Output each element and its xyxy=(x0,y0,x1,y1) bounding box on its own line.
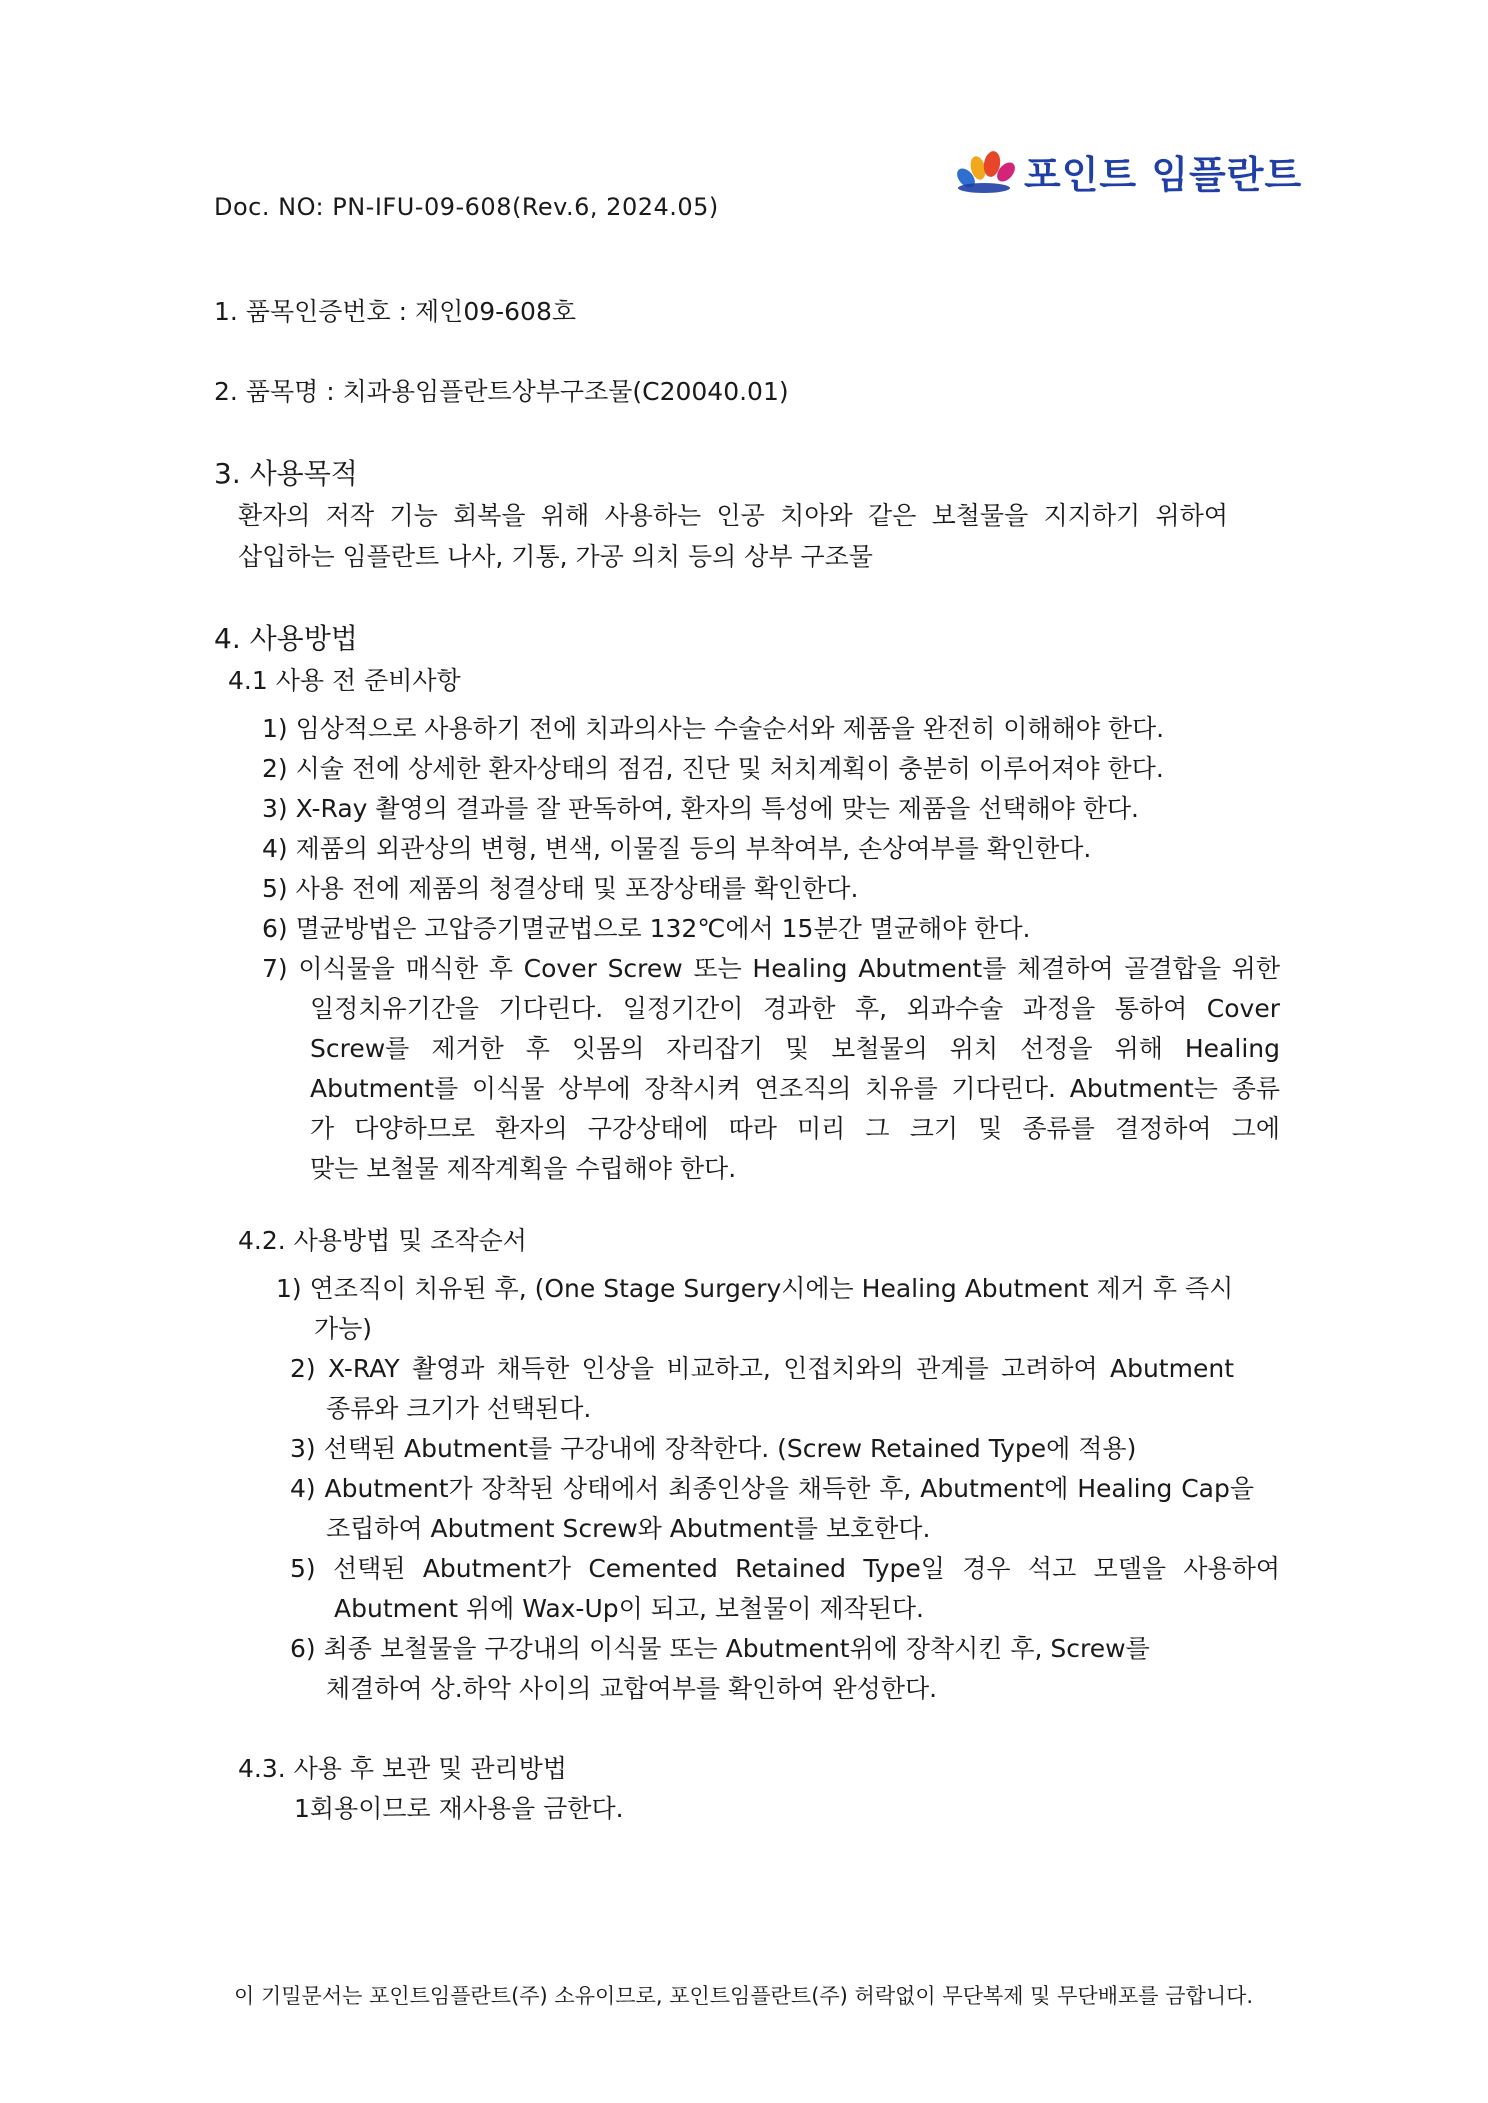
document-number: Doc. NO: PN-IFU-09-608(Rev.6, 2024.05) xyxy=(214,193,719,221)
prep-item: 3) X-Ray 촬영의 결과를 잘 판독하여, 환자의 특성에 맞는 제품을 선택해야 한다. xyxy=(262,794,1140,823)
procedure-line: 6) 최종 보철물을 구강내의 이식물 또는 Abutment위에 장착시킨 후, Screw를 xyxy=(290,1634,1150,1663)
section-4-2-heading: 4.2. 사용방법 및 조작순서 xyxy=(238,1226,527,1255)
prep-item-7-line: 가 다양하므로 환자의 구강상태에 따라 미리 그 크기 및 종류를 결정하여 그에 xyxy=(310,1114,1280,1143)
company-logo xyxy=(952,140,1303,200)
prep-item: 5) 사용 전에 제품의 청결상태 및 포장상태를 확인한다. xyxy=(262,874,859,903)
prep-item-7-line: 맞는 보철물 제작계획을 수립해야 한다. xyxy=(310,1154,737,1183)
prep-item-7-line: 일정치유기간을 기다린다. 일정기간이 경과한 후, 외과수술 과정을 통하여 Cover xyxy=(310,994,1280,1023)
prep-item: 2) 시술 전에 상세한 환자상태의 점검, 진단 및 처치계획이 충분히 이루어져야 한다. xyxy=(262,754,1164,783)
procedure-line: 조립하여 Abutment Screw와 Abutment를 보호한다. xyxy=(326,1514,931,1543)
prep-item-7-line: 7) 이식물을 매식한 후 Cover Screw 또는 Healing Abutment를 체결하여 골결합을 위한 xyxy=(262,954,1280,983)
section-4-heading: 4. 사용방법 xyxy=(214,622,358,655)
section-4-1-heading: 4.1 사용 전 준비사항 xyxy=(228,666,461,695)
procedure-line: 4) Abutment가 장착된 상태에서 최종인상을 채득한 후, Abutment에 Healing Cap을 xyxy=(290,1474,1254,1503)
logo-petals-icon xyxy=(952,140,1022,200)
certification-number: 1. 품목인증번호 : 제인09-608호 xyxy=(214,297,577,326)
procedure-line: 2) X-RAY 촬영과 채득한 인상을 비교하고, 인접치와의 관계를 고려하여 Abutment xyxy=(290,1354,1234,1383)
section-4-3-heading: 4.3. 사용 후 보관 및 관리방법 xyxy=(238,1754,567,1783)
section-3-heading: 3. 사용목적 xyxy=(214,457,358,490)
product-name: 2. 품목명 : 치과용임플란트상부구조물(C20040.01) xyxy=(214,377,789,406)
section-3-line: 삽입하는 임플란트 나사, 기통, 가공 의치 등의 상부 구조물 xyxy=(238,542,873,571)
procedure-line: 1) 연조직이 치유된 후, (One Stage Surgery시에는 Healing Abutment 제거 후 즉시 xyxy=(276,1274,1234,1303)
storage-line: 1회용이므로 재사용을 금한다. xyxy=(294,1794,624,1823)
procedure-line: 5) 선택된 Abutment가 Cemented Retained Type일 경우 석고 모델을 사용하여 xyxy=(290,1554,1280,1583)
prep-item-7-line: Screw를 제거한 후 잇몸의 자리잡기 및 보철물의 위치 선정을 위해 Healing xyxy=(310,1034,1280,1063)
procedure-line: 3) 선택된 Abutment를 구강내에 장착한다. (Screw Retained Type에 적용) xyxy=(290,1434,1137,1463)
confidentiality-footer: 이 기밀문서는 포인트임플란트(주) 소유이므로, 포인트임플란트(주) 허락없이 무단복제 및 무단배포를 금합니다. xyxy=(234,1984,1254,2008)
prep-item-7-line: Abutment를 이식물 상부에 장착시켜 연조직의 치유를 기다린다. Abutment는 종류 xyxy=(310,1074,1280,1103)
prep-item: 4) 제품의 외관상의 변형, 변색, 이물질 등의 부착여부, 손상여부를 확인한다. xyxy=(262,834,1092,863)
procedure-line: 체결하여 상.하악 사이의 교합여부를 확인하여 완성한다. xyxy=(326,1674,938,1703)
section-3-line: 환자의 저작 기능 회복을 위해 사용하는 인공 치아와 같은 보철물을 지지하기 위하여 xyxy=(238,501,1228,530)
procedure-line: Abutment 위에 Wax-Up이 되고, 보철물이 제작된다. xyxy=(334,1594,925,1623)
prep-item: 6) 멸균방법은 고압증기멸균법으로 132℃에서 15분간 멸균해야 한다. xyxy=(262,914,1031,943)
prep-item: 1) 임상적으로 사용하기 전에 치과의사는 수술순서와 제품을 완전히 이해해야 한다. xyxy=(262,714,1165,743)
procedure-line: 가능) xyxy=(314,1314,373,1343)
logo-text: 포인트 임플란트 xyxy=(1024,153,1303,197)
procedure-line: 종류와 크기가 선택된다. xyxy=(326,1394,592,1423)
